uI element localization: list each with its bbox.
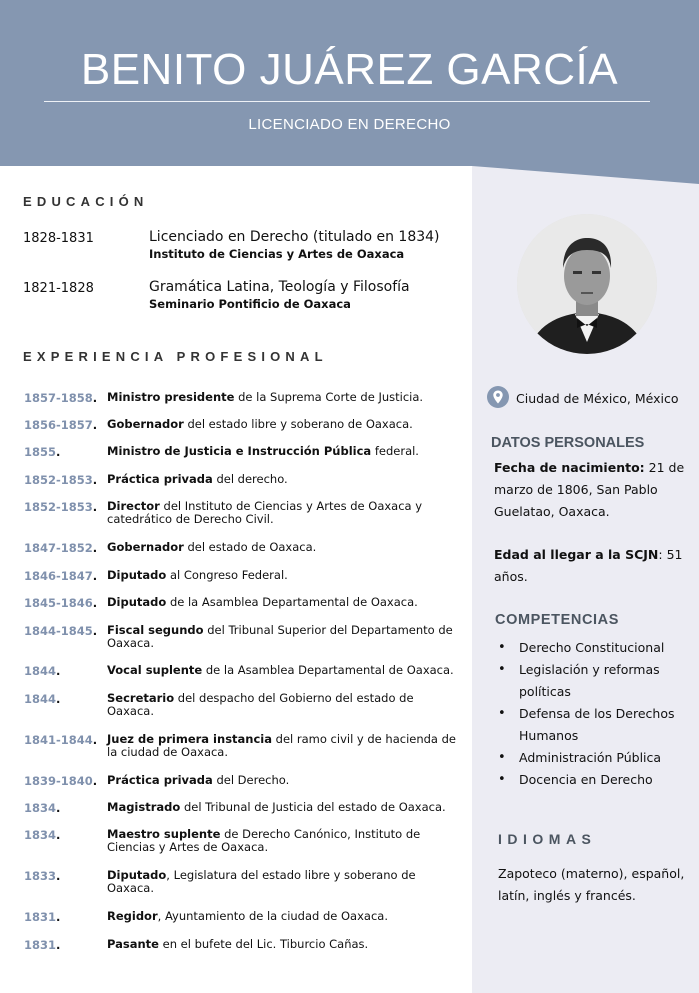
location-pin-icon bbox=[487, 386, 509, 408]
experience-description: Pasante en el bufete del Lic. Tiburcio Cañas. bbox=[107, 937, 369, 951]
experience-heading: EXPERIENCIA PROFESIONAL bbox=[23, 349, 328, 364]
languages-heading: IDIOMAS bbox=[498, 831, 597, 847]
skill-item: • Legislación y reformas políticas bbox=[498, 659, 688, 703]
skills-list bbox=[498, 637, 688, 791]
profile-photo bbox=[517, 214, 657, 354]
experience-years: 1834. bbox=[24, 801, 61, 815]
skill-item: • Derecho Constitucional bbox=[498, 637, 688, 659]
experience-years: 1839-1840. bbox=[24, 774, 98, 788]
person-title: LICENCIADO EN DERECHO bbox=[248, 116, 451, 133]
experience-years: 1856-1857. bbox=[24, 418, 98, 432]
experience-description: Gobernador del estado de Oaxaca. bbox=[107, 540, 317, 554]
experience-description: Regidor, Ayuntamiento de la ciudad de Oaxaca. bbox=[107, 909, 388, 923]
experience-years: 1844-1845. bbox=[24, 624, 98, 638]
experience-description: Director del Instituto de Ciencias y Artes de Oaxaca y catedrático de Derecho Civil. bbox=[107, 499, 423, 526]
education-heading: EDUCACIÓN bbox=[23, 194, 149, 209]
experience-years: 1831. bbox=[24, 938, 61, 952]
experience-description: Magistrado del Tribunal de Justicia del estado de Oaxaca. bbox=[107, 800, 446, 814]
education-degree: Gramática Latina, Teología y Filosofía bbox=[149, 279, 410, 295]
education-years: 1828-1831 bbox=[23, 231, 94, 246]
education-years: 1821-1828 bbox=[23, 281, 94, 296]
experience-description: Ministro presidente de la Suprema Corte de Justicia. bbox=[107, 390, 424, 404]
personal-data-heading: DATOS PERSONALES bbox=[491, 435, 645, 451]
experience-years: 1841-1844. bbox=[24, 733, 98, 747]
experience-description: Vocal suplente de la Asamblea Departamental de Oaxaca. bbox=[107, 663, 454, 677]
education-institution: Seminario Pontificio de Oaxaca bbox=[149, 297, 351, 311]
experience-years: 1846-1847. bbox=[24, 569, 98, 583]
skill-item: • Docencia en Derecho bbox=[498, 769, 688, 791]
experience-description: Gobernador del estado libre y soberano de Oaxaca. bbox=[107, 417, 413, 431]
experience-description: Fiscal segundo del Tribunal Superior del Departamento de Oaxaca. bbox=[107, 623, 453, 650]
experience-description: Práctica privada del Derecho. bbox=[107, 773, 290, 787]
experience-years: 1831. bbox=[24, 910, 61, 924]
experience-description: Diputado de la Asamblea Departamental de Oaxaca. bbox=[107, 595, 418, 609]
experience-years: 1857-1858. bbox=[24, 391, 98, 405]
languages-text: Zapoteco (materno), español, latín, inglés y francés. bbox=[498, 866, 685, 903]
experience-years: 1844. bbox=[24, 692, 61, 706]
education-institution: Instituto de Ciencias y Artes de Oaxaca bbox=[149, 247, 405, 261]
experience-description: Ministro de Justicia e Instrucción Pública federal. bbox=[107, 444, 419, 458]
experience-years: 1852-1853. bbox=[24, 500, 98, 514]
age-info: Edad al llegar a la SCJN: 51 años. bbox=[494, 547, 683, 584]
location-text: Ciudad de México, México bbox=[516, 391, 679, 406]
experience-description: Diputado, Legislatura del estado libre y soberano de Oaxaca. bbox=[107, 868, 416, 895]
experience-years: 1844. bbox=[24, 664, 61, 678]
skill-item: • Administración Pública bbox=[498, 747, 688, 769]
birth-info: Fecha de nacimiento: 21 de marzo de 1806, San Pablo Guelatao, Oaxaca. bbox=[494, 460, 685, 519]
experience-years: 1852-1853. bbox=[24, 473, 98, 487]
experience-years: 1833. bbox=[24, 869, 61, 883]
education-degree: Licenciado en Derecho (titulado en 1834) bbox=[149, 229, 440, 245]
experience-description: Juez de primera instancia del ramo civil y de hacienda de la ciudad de Oaxaca. bbox=[107, 732, 457, 759]
experience-description: Maestro suplente de Derecho Canónico, Instituto de Ciencias y Artes de Oaxaca. bbox=[107, 827, 421, 854]
experience-years: 1847-1852. bbox=[24, 541, 98, 555]
experience-years: 1834. bbox=[24, 828, 61, 842]
experience-years: 1855. bbox=[24, 445, 61, 459]
experience-description: Secretario del despacho del Gobierno del estado de Oaxaca. bbox=[107, 691, 414, 718]
skills-heading: COMPETENCIAS bbox=[495, 612, 620, 628]
experience-description: Diputado al Congreso Federal. bbox=[107, 568, 288, 582]
header-slant bbox=[0, 0, 699, 184]
experience-years: 1845-1846. bbox=[24, 596, 98, 610]
skill-item: • Defensa de los Derechos Humanos bbox=[498, 703, 688, 747]
experience-description: Práctica privada del derecho. bbox=[107, 472, 288, 486]
person-name: BENITO JUÁREZ GARCÍA bbox=[80, 45, 619, 94]
